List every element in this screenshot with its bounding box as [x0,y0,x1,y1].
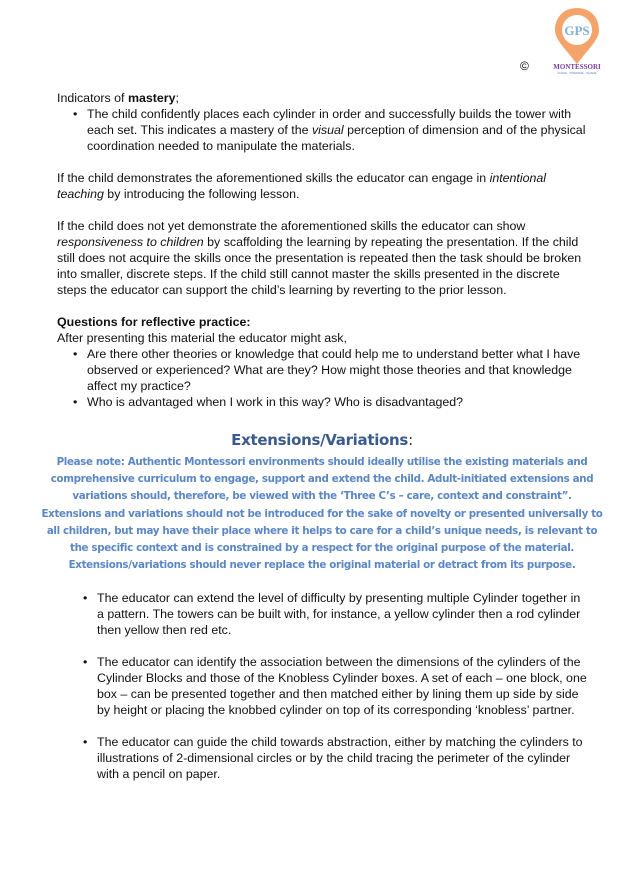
document-body [41,90,603,782]
list-item: • The educator can identify the association between the dimensions of the cylinders of the Cylinder Blocks and those of the Knobless Cylinder boxes. A set of each – one block, one box – can be presented together and then matched either by lining them up side by side by height or placing the knobbed cylinder on top of its corresponding ‘knobless’ partner. [67,654,587,718]
extensions-note: Please note: Authentic Montessori environments should ideally utilise the existing materials and comprehensive curriculum to engage, support and extend the child. Adult-initiated extensions and variations should, therefore, be viewed with the ‘Three C’s – care, context and constraint”. Extensions and variations should not be introduced for the sake of novelty or presented universally to all children, but may have their place where it helps to care for a child’s unique needs, is relevant to the specific context and is constrained by a respect for the original purpose of the material. Extensions/variations should never replace the original material or detract from its purpose. [41,456,603,572]
list-item: • The educator can extend the level of difficulty by presenting multiple Cylinder together in a pattern. The towers can be built with, for instance, a yellow cylinder then a rod cylinder then yellow then red etc. [67,590,587,638]
copyright-symbol: © [520,59,529,73]
reflective-list [57,346,587,410]
reflective-intro: After presenting this material the educator might ask, [57,331,347,345]
reflective-heading: Questions for reflective practice: [57,315,251,329]
responsiveness-paragraph: If the child does not yet demonstrate the aforementioned skills the educator can show responsiveness to children by scaffolding the learning by repeating the presentation. If the child still does not acquire the skills once the presentation is repeated then the task should be broken into smaller, discrete steps. If the child still cannot master the skills presented in the discrete steps the educator can support the child’s learning by reverting to the prior lesson. [57,219,582,297]
intentional-teaching-paragraph: If the child demonstrates the aforementioned skills the educator can engage in intentional teaching by introducing the following lesson. [57,171,547,201]
mastery-list [57,106,587,154]
list-item: • Who is advantaged when I work in this way? Who is disadvantaged? [57,394,587,410]
list-item: • The child confidently places each cylinder in order and successfully builds the tower with each set. This indicates a mastery of the visual perception of dimension and of the physical coordination needed to manipulate the materials. [57,106,587,154]
logo-gps-text: GPS [564,23,590,38]
logo-montessori-text: MONTESSORI [553,63,601,71]
list-item: • Are there other theories or knowledge that could help me to understand better what I have observed or experienced? What are they? How might those theories and that knowledge affect my practice? [57,346,587,394]
list-item: • The educator can guide the child towards abstraction, either by matching the cylinders to illustrations of 2-dimensional circles or by the child tracing the perimeter of the cylinder with a pencil on paper. [67,734,587,782]
logo-tagline: GUIDE · PREPARE · SHARE [557,71,597,74]
extensions-list [57,590,587,782]
gps-montessori-logo [545,6,609,74]
mastery-heading: Indicators of mastery; [57,91,179,105]
extensions-heading: Extensions/Variations: [231,431,413,449]
location-pin-icon [545,6,609,74]
